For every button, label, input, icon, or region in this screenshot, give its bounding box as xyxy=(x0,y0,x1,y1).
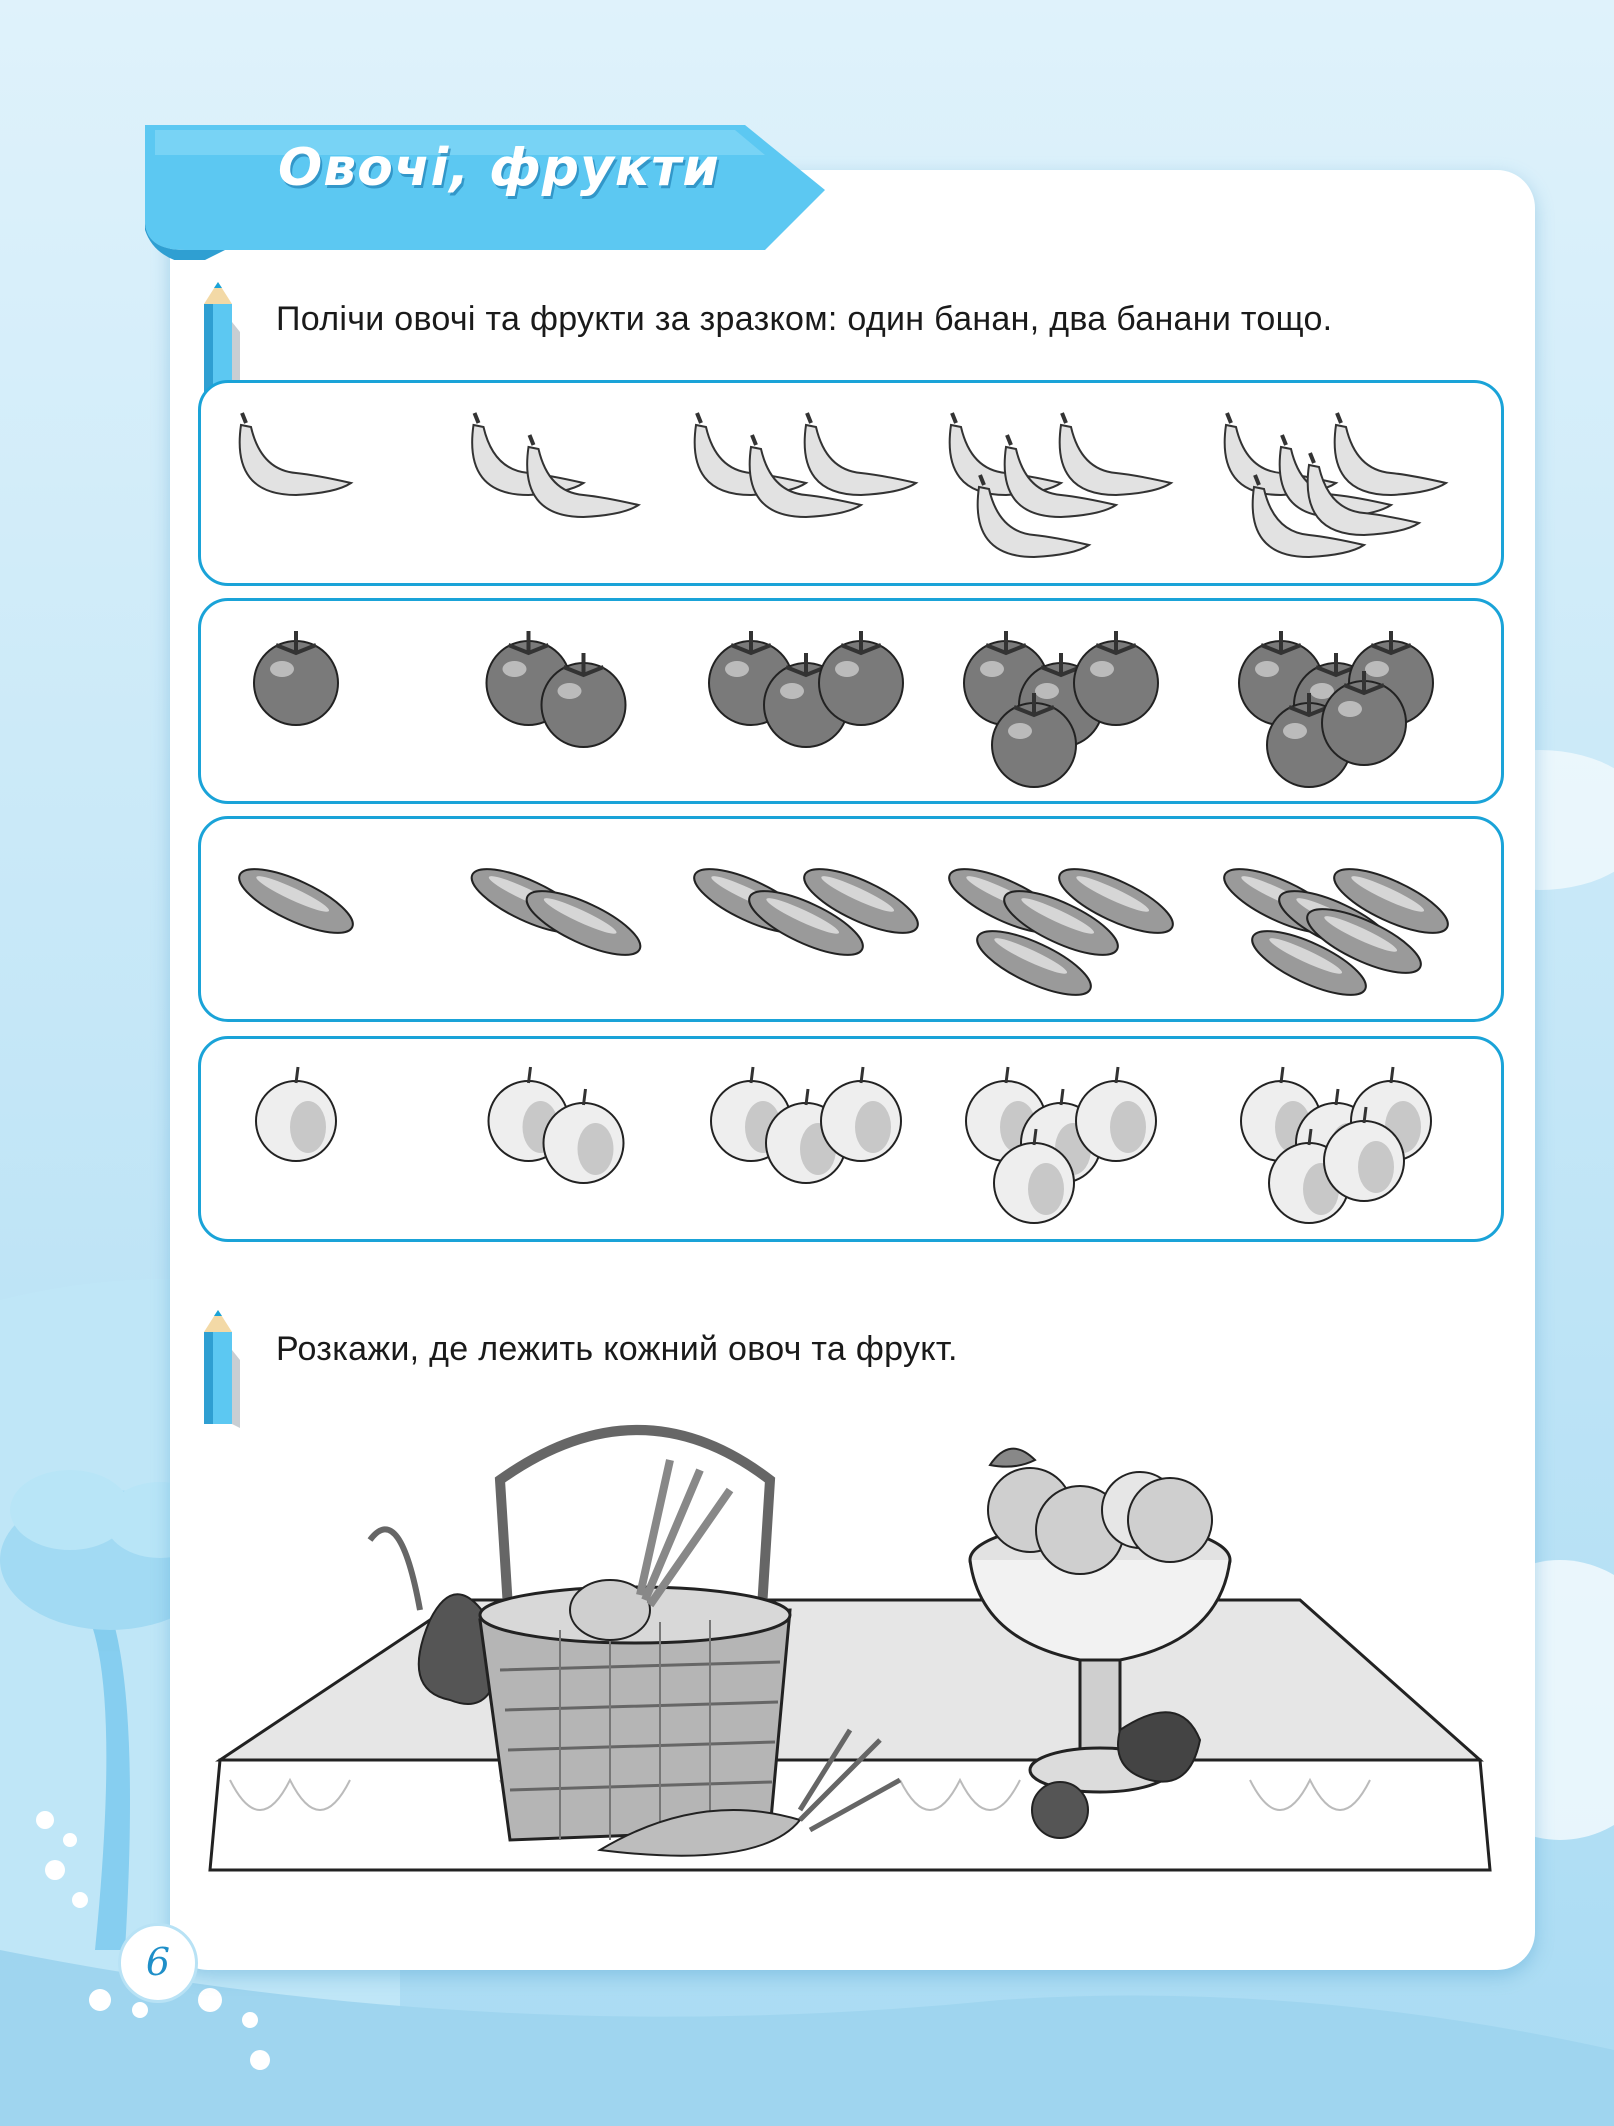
tomato-group-2 xyxy=(487,631,626,747)
raspberry xyxy=(1032,1782,1088,1838)
banana xyxy=(1060,413,1171,495)
page-number: 6 xyxy=(118,1923,198,2003)
basket xyxy=(480,1430,790,1840)
banana-group-3 xyxy=(695,413,916,517)
tomato-group-1 xyxy=(254,631,338,725)
apple-group-2 xyxy=(489,1067,624,1183)
task-1-instruction: Полічи овочі та фрукти за зразком: один банан, два банани тощо. xyxy=(276,300,1333,338)
table-scene-illustration xyxy=(200,1400,1500,1900)
cucumber-group-1 xyxy=(231,857,360,946)
banana xyxy=(1335,413,1446,495)
banana-group-2 xyxy=(472,413,638,517)
tomato-count-row xyxy=(198,598,1504,804)
task-2-instruction: Розкажи, де лежить кожний овоч та фрукт. xyxy=(276,1330,958,1368)
apple xyxy=(1076,1067,1156,1161)
tomato xyxy=(1074,631,1158,725)
banana-group-5 xyxy=(1225,413,1446,557)
banana-group-4 xyxy=(950,413,1171,557)
tomato xyxy=(819,631,903,725)
banana xyxy=(240,413,351,495)
strawberry xyxy=(1118,1712,1200,1781)
page-title: Овочі, фрукти xyxy=(278,138,720,198)
apple-group-4 xyxy=(966,1067,1156,1223)
tomato-group-5 xyxy=(1239,631,1433,787)
apple-group-5 xyxy=(1241,1067,1431,1223)
apple xyxy=(821,1067,901,1161)
cucumber-group-2 xyxy=(464,857,648,968)
cucumber-group-4 xyxy=(941,857,1180,1008)
banana xyxy=(805,413,916,495)
apple-count-row xyxy=(198,1036,1504,1242)
tomato xyxy=(254,631,338,725)
apple-group-1 xyxy=(256,1067,336,1161)
banana xyxy=(527,435,638,517)
cucumber-count-row xyxy=(198,816,1504,1022)
apple xyxy=(256,1067,336,1161)
cucumber xyxy=(231,857,360,946)
apple-group-3 xyxy=(711,1067,901,1183)
banana-group-1 xyxy=(240,413,351,495)
banana-count-row xyxy=(198,380,1504,586)
cucumber-group-5 xyxy=(1216,857,1455,1008)
tomato-group-3 xyxy=(709,631,903,747)
tomato-group-4 xyxy=(964,631,1158,787)
cucumber-group-3 xyxy=(686,857,925,968)
table xyxy=(210,1600,1490,1870)
